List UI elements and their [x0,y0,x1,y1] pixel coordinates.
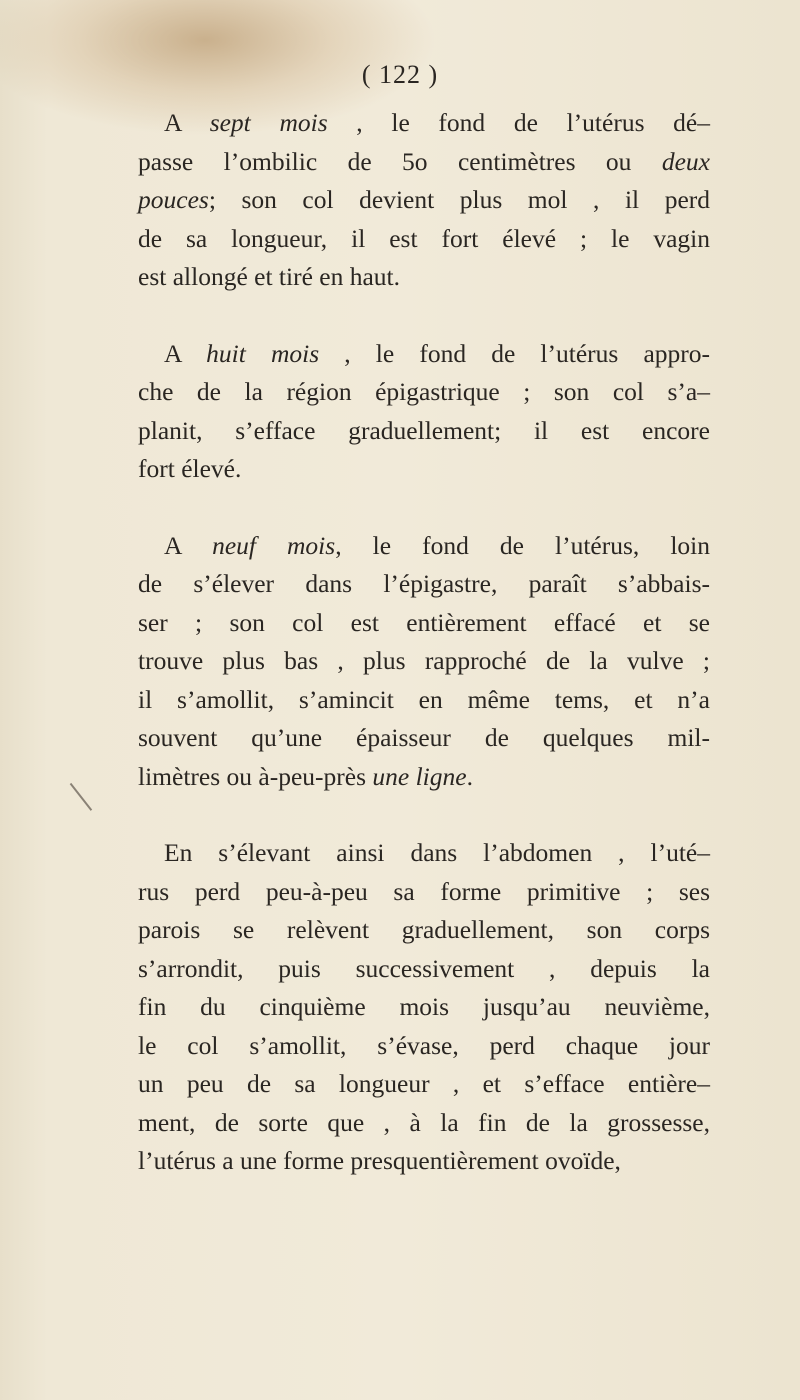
text-line [138,565,710,604]
text-line [138,527,710,566]
text-run: passe l’ombilic de 5o centimètres ou [138,146,662,176]
text-line [138,758,710,797]
text-run: , le fond de l’utérus appro- [319,338,710,368]
text-run: s’arrondit, puis successivement , depuis la [138,953,710,983]
text-line [138,181,710,220]
text-run: ser ; son col est entièrement effacé et se [138,607,710,637]
text-line [138,412,710,451]
text-line [138,450,710,489]
italic-text: une ligne [372,761,467,791]
text-run: che de la région épigastrique ; son col s’a– [138,377,710,406]
italic-text: pouces [138,185,209,214]
paragraph [138,335,710,489]
text-run: de sa longueur, il est fort élevé ; le vagin [138,223,710,253]
stray-mark [70,783,92,811]
text-run: le col s’amollit, s’évase, perd chaque jour [138,1030,710,1060]
text-run: A [164,108,210,137]
text-line [138,258,710,297]
italic-text: deux [661,146,710,176]
paragraph [138,527,710,797]
text-line [138,1065,710,1104]
text-run: de s’élever dans l’épigastre, paraît s’abbais- [138,569,710,598]
text-run: ; son col devient plus mol , il perd [208,185,710,214]
text-run: souvent qu’une épaisseur de quelques mil- [138,723,710,752]
text-line [138,950,710,989]
text-line [138,335,710,374]
text-run: il s’amollit, s’amincit en même tems, et n’a [138,684,710,714]
text-line [138,642,710,681]
text-run: En s’élevant ainsi dans l’abdomen , l’uté– [164,838,710,867]
text-run: . [466,761,473,791]
text-line [138,604,710,643]
text-line [138,104,710,143]
text-run: , le fond de l’utérus dé– [327,108,710,137]
text-run: l’utérus a une forme presquentièrement ovoïde, [138,1146,621,1175]
text-run: un peu de sa longueur , et s’efface entière– [138,1069,710,1098]
text-line [138,719,710,758]
text-line [138,834,710,873]
paragraph [138,104,710,297]
text-line [138,681,710,720]
italic-text: neuf mois [212,530,336,560]
text-run: rus perd peu-à-peu sa forme primitive ; ses [138,876,710,906]
text-line [138,143,710,182]
text-run: A [164,530,213,560]
text-line [138,220,710,259]
text-run: fin du cinquième mois jusqu’au neuvième, [138,992,710,1021]
paragraph [138,834,710,1181]
italic-text: huit mois [206,338,320,368]
text-run: trouve plus bas , plus rapproché de la vulve ; [138,646,710,675]
body-text [138,104,710,1219]
text-run: A [164,338,207,368]
text-line [138,1027,710,1066]
text-line [138,1142,710,1181]
text-run: , le fond de l’utérus, loin [335,530,710,560]
text-run: limètres ou à-peu-près [138,761,373,791]
text-run: ment, de sorte que , à la fin de la grossesse, [138,1107,710,1137]
italic-text: sept mois [209,108,328,137]
text-run: fort élevé. [138,454,242,483]
page-number: ( 122 ) [361,60,439,89]
text-line [138,911,710,950]
text-run: parois se relèvent graduellement, son corps [138,915,710,944]
text-line [138,1104,710,1143]
text-run: planit, s’efface graduellement; il est encore [138,415,710,445]
text-line [138,988,710,1027]
text-run: est allongé et tiré en haut. [138,262,400,291]
text-line [138,373,710,412]
text-line [138,873,710,912]
